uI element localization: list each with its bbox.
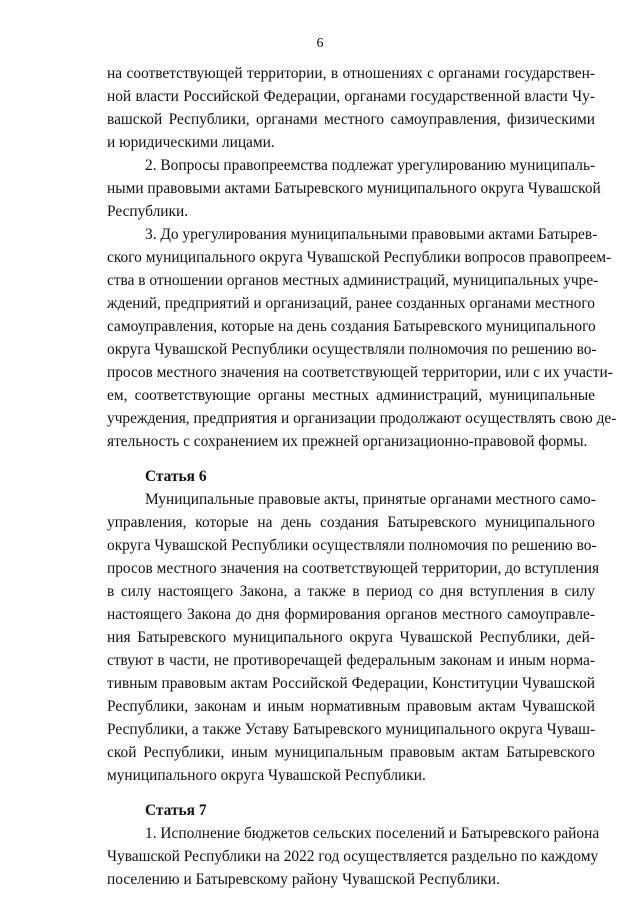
text-line: в силу настоящего Закона, а также в период со дня вступления в силу [107,583,595,600]
article-heading: Статья 6 [145,468,207,485]
text-line: Республики. [107,203,189,220]
text-line: на соответствующей территории, в отношениях с органами государствен- [107,65,595,82]
text-line: учреждения, предприятия и организации продолжают осуществлять свою де- [107,410,617,427]
text-line: Муниципальные правовые акты, принятые органами местного само- [145,491,596,508]
text-line: 2. Вопросы правопреемства подлежат урегулированию муниципаль- [145,157,596,174]
text-line: ждений, предприятий и организаций, ранее созданных органами местного [107,295,595,312]
text-line: Республики, а также Уставу Батыревского муниципального округа Чуваш- [107,721,596,738]
text-line: ными правовыми актами Батыревского муниципального округа Чувашской [107,180,601,197]
text-line: ятельность с сохранением их прежней организационно-правовой формы. [107,433,588,450]
text-line: муниципального округа Чувашской Республики. [107,767,426,784]
text-line: просов местного значения на соответствующей территории, до вступления [107,560,600,577]
text-line: ского муниципального округа Чувашской Республики вопросов правопреем- [107,249,612,266]
section-gap [107,453,595,465]
text-line: округа Чувашской Республики осуществляли полномочия по решению во- [107,341,597,358]
page-number: 6 [316,36,324,51]
text-line: настоящего Закона до дня формирования органов местного самоуправле- [107,606,595,623]
text-line: просов местного значения на соответствующей территории, или с их участи- [107,364,613,381]
text-line: и юридическими лицами. [107,134,275,151]
text-line: округа Чувашской Республики осуществляли полномочия по решению во- [107,537,597,554]
paragraph [107,223,617,453]
text-line: ствуют в части, не противоречащей федеральным законам и иным норма- [107,652,595,669]
text-line: ем, соответствующие органы местных администраций, муниципальные [107,387,595,404]
text-line: самоуправления, которые на день создания Батыревского муниципального [107,318,596,335]
text-line: 3. До урегулирования муниципальными правовыми актами Батырев- [145,226,598,243]
section-gap [107,787,595,799]
paragraph [107,154,601,223]
text-line: Республики, законам и иным нормативным правовым актам Чувашской [107,698,595,715]
article-heading: Статья 7 [145,802,207,819]
text-line: управления, которые на день создания Батыревского муниципального [107,514,595,531]
text-line: ной власти Российской Федерации, органами государственной власти Чу- [107,88,595,105]
paragraph [107,488,600,787]
document-body [107,62,617,891]
text-line: 1. Исполнение бюджетов сельских поселений и Батыревского района [145,825,600,842]
text-line: вашской Республики, органами местного самоуправления, физическими [107,111,595,128]
text-line: Чувашской Республики на 2022 год осуществляется раздельно по каждому [107,848,599,865]
text-line: поселению и Батыревскому району Чувашской Республики. [107,871,500,888]
paragraph [107,62,595,154]
text-line: тивным правовым актам Российской Федерации, Конституции Чувашской [107,675,595,692]
text-line: ской Республики, иным муниципальным правовым актам Батыревского [107,744,595,761]
text-line: ства в отношении органов местных администраций, муниципальных учре- [107,272,599,289]
paragraph [107,822,600,891]
text-line: ния Батыревского муниципального округа Чувашской Республики, дей- [107,629,595,646]
